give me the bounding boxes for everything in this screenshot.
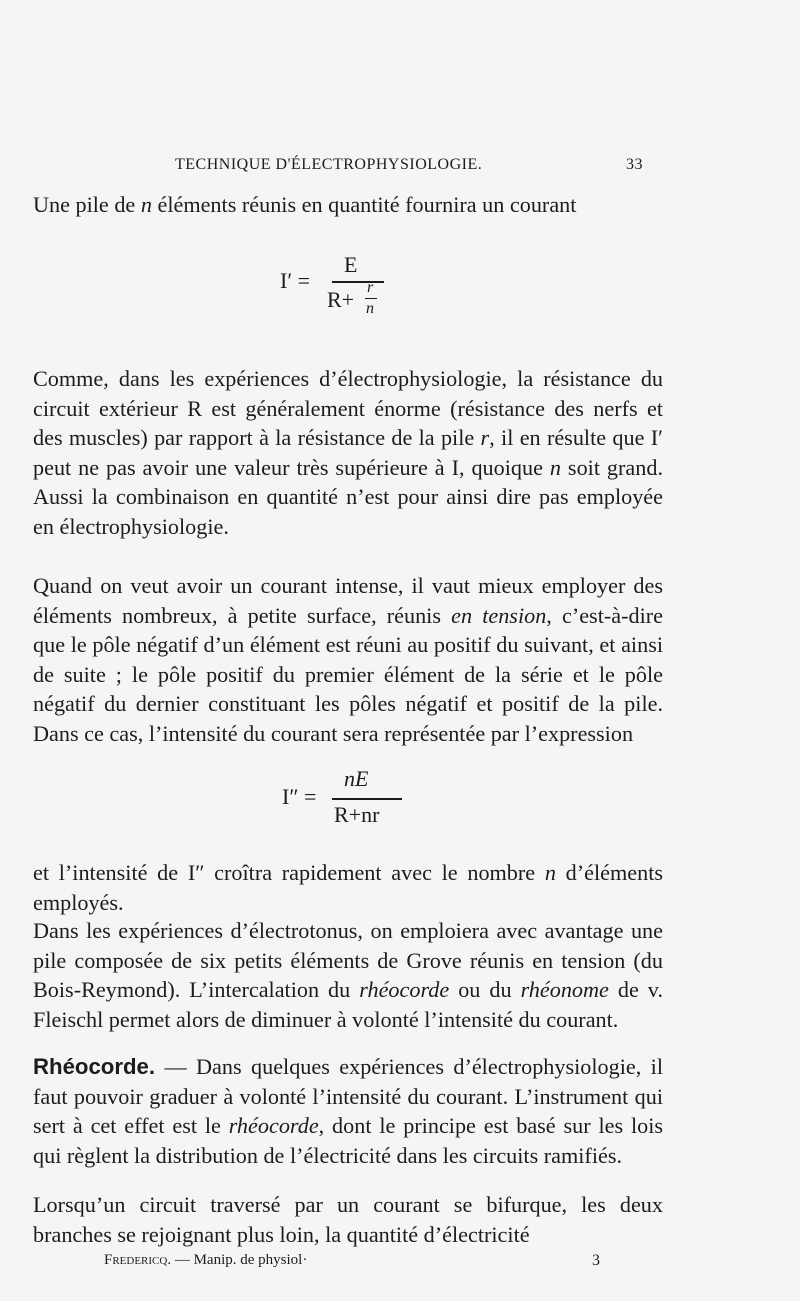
- formula-intensity-tension: [282, 766, 422, 830]
- formula-sub-numerator: r: [367, 279, 374, 296]
- formula-denominator: R+: [327, 287, 355, 312]
- page-footer: [104, 1252, 604, 1269]
- section-heading: Rhéocorde.: [33, 1054, 156, 1079]
- paragraph-2: Comme, dans les expériences d’électrophysiologie, la résistance du circuit extérieur R est généralement énorme (résistance des nerfs et des muscles) par rapport à la résistance de la pile r, il en résulte que I′ peut ne pas avoir une valeur très supérieure à I, quoique n soit grand. Aussi la combinaison en quantité n’est pour ainsi dire pas employée en électrophysiologie.: [33, 366, 663, 539]
- paragraph-6: Rhéocorde. — Dans quelques expériences d’électrophysiologie, il faut pouvoir graduer à volonté l’intensité du courant. L’instrument qui sert à cet effet est le rhéocorde, dont le principe est basé sur les lois qui règlent la distribution de l’électricité dans les circuits ramifiés.: [33, 1054, 664, 1168]
- formula-numerator: E: [344, 252, 358, 277]
- fraction-bar: [332, 281, 384, 283]
- footer-title: — Manip. de physiol·: [171, 1252, 308, 1268]
- footer-author: Fredericq.: [104, 1252, 172, 1268]
- formula-denominator: R+nr: [334, 802, 380, 827]
- formula-lhs: I″ =: [282, 784, 317, 809]
- signature-mark: 3: [592, 1252, 600, 1269]
- paragraph-7: Lorsqu’un circuit traversé par un courant se bifurque, les deux branches se rejoignant plus loin, la quantité d’électricité: [33, 1192, 663, 1247]
- paragraph-4: et l’intensité de I″ croîtra rapidement avec le nombre n d’éléments employés.: [33, 860, 664, 915]
- fraction-bar: [332, 798, 402, 800]
- page-number: 33: [626, 156, 643, 173]
- formula-sub-denominator: n: [366, 300, 374, 317]
- formula-numerator: nE: [344, 766, 369, 791]
- paragraph-5: Dans les expériences d’électrotonus, on emploiera avec avantage une pile composée de six petits éléments de Grove réunis en tension (du Bois-Reymond). L’intercalation du rhéocorde ou du rhéonome de v. Fleischl permet alors de diminuer à volonté l’intensité du courant.: [33, 918, 664, 1032]
- running-head: TECHNIQUE D'ÉLECTROPHYSIOLOGIE.: [175, 156, 483, 173]
- sub-fraction-bar: [365, 298, 377, 299]
- formula-lhs: I′ =: [280, 268, 311, 293]
- formula-intensity-quantity: [280, 252, 410, 332]
- paragraph-1: Une pile de n éléments réunis en quantité fournira un courant: [33, 192, 577, 217]
- paragraph-3: Quand on veut avoir un courant intense, il vaut mieux employer des éléments nombreux, à petite surface, réunis en tension, c’est-à-dire que le pôle négatif d’un élément est réuni au positif du suivant, et ainsi de suite ; le pôle positif du premier élément de la série et le pôle négatif du dernier constituant les pôles négatif et positif de la pile. Dans ce cas, l’intensité du courant sera représentée par l’expression: [33, 573, 663, 746]
